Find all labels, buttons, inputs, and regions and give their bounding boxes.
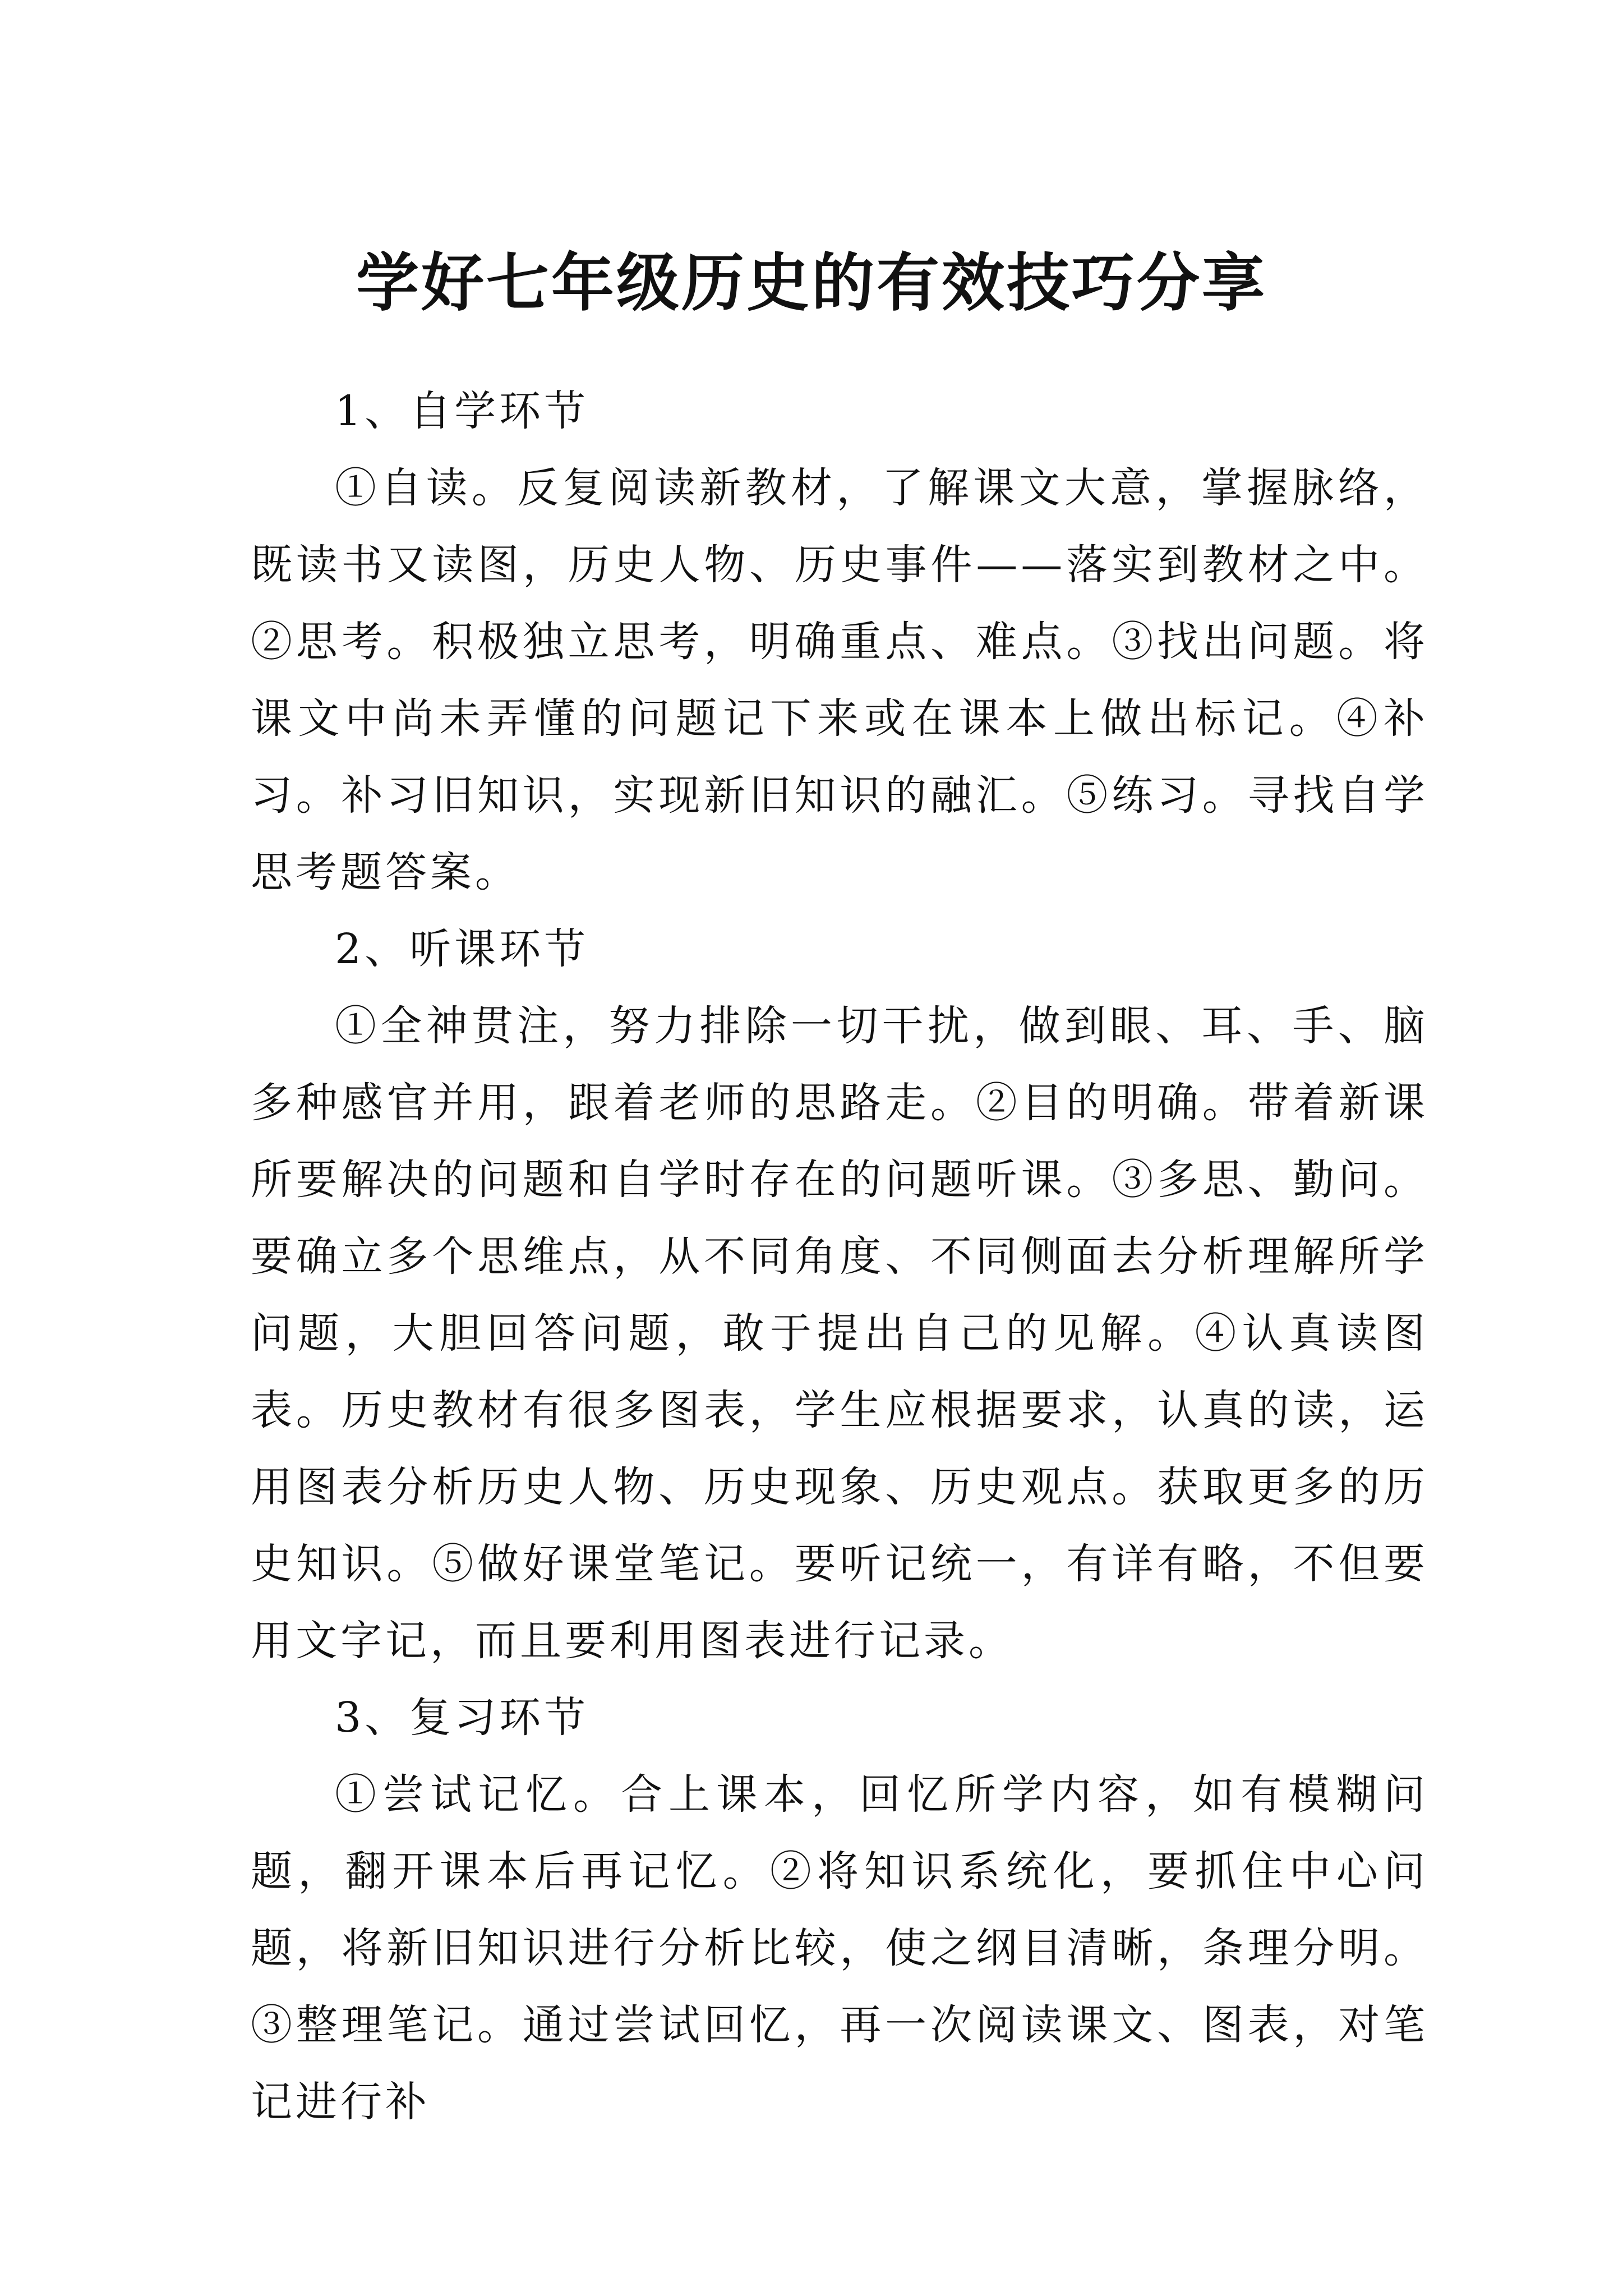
- section-heading: 3、复习环节: [335, 1694, 589, 1742]
- section-review: [251, 1680, 1428, 2141]
- document-title: 学好七年级历史的有效技巧分享: [356, 246, 1267, 320]
- section-paragraph: ①自读。反复阅读新教材，了解课文大意，掌握脉络，既读书又读图，历史人物、历史事件——落实到教材之中。②思考。积极独立思考，明确重点、难点。③找出问题。将课文中尚未弄懂的问题记下来或在课本上做出标记。④补习。补习旧知识，实现新旧知识的融汇。⑤练习。寻找自学思考题答案。: [251, 464, 1428, 896]
- section-heading: 2、听课环节: [335, 925, 589, 973]
- section-paragraph: ①尝试记忆。合上课本，回忆所学内容，如有模糊问题，翻开课本后再记忆。②将知识系统化，要抓住中心问题，将新旧知识进行分析比较，使之纲目清晰，条理分明。③整理笔记。通过尝试回忆，再一次阅读课文、图表，对笔记进行补: [251, 1770, 1428, 2126]
- section-paragraph: ①全神贯注，努力排除一切干扰，做到眼、耳、手、脑多种感官并用，跟着老师的思路走。②目的明确。带着新课所要解决的问题和自学时存在的问题听课。③多思、勤问。要确立多个思维点，从不同角度、不同侧面去分析理解所学问题，大胆回答问题，敢于提出自己的见解。④认真读图表。历史教材有很多图表，学生应根据要求，认真的读，运用图表分析历史人物、历史现象、历史观点。获取更多的历史知识。⑤做好课堂笔记。要听记统一，有详有略，不但要用文字记，而且要利用图表进行记录。: [251, 1002, 1428, 1665]
- section-listening: [251, 911, 1428, 1680]
- section-heading: 1、自学环节: [335, 387, 589, 435]
- document-body: [251, 373, 1428, 2141]
- section-self-study: [251, 373, 1428, 911]
